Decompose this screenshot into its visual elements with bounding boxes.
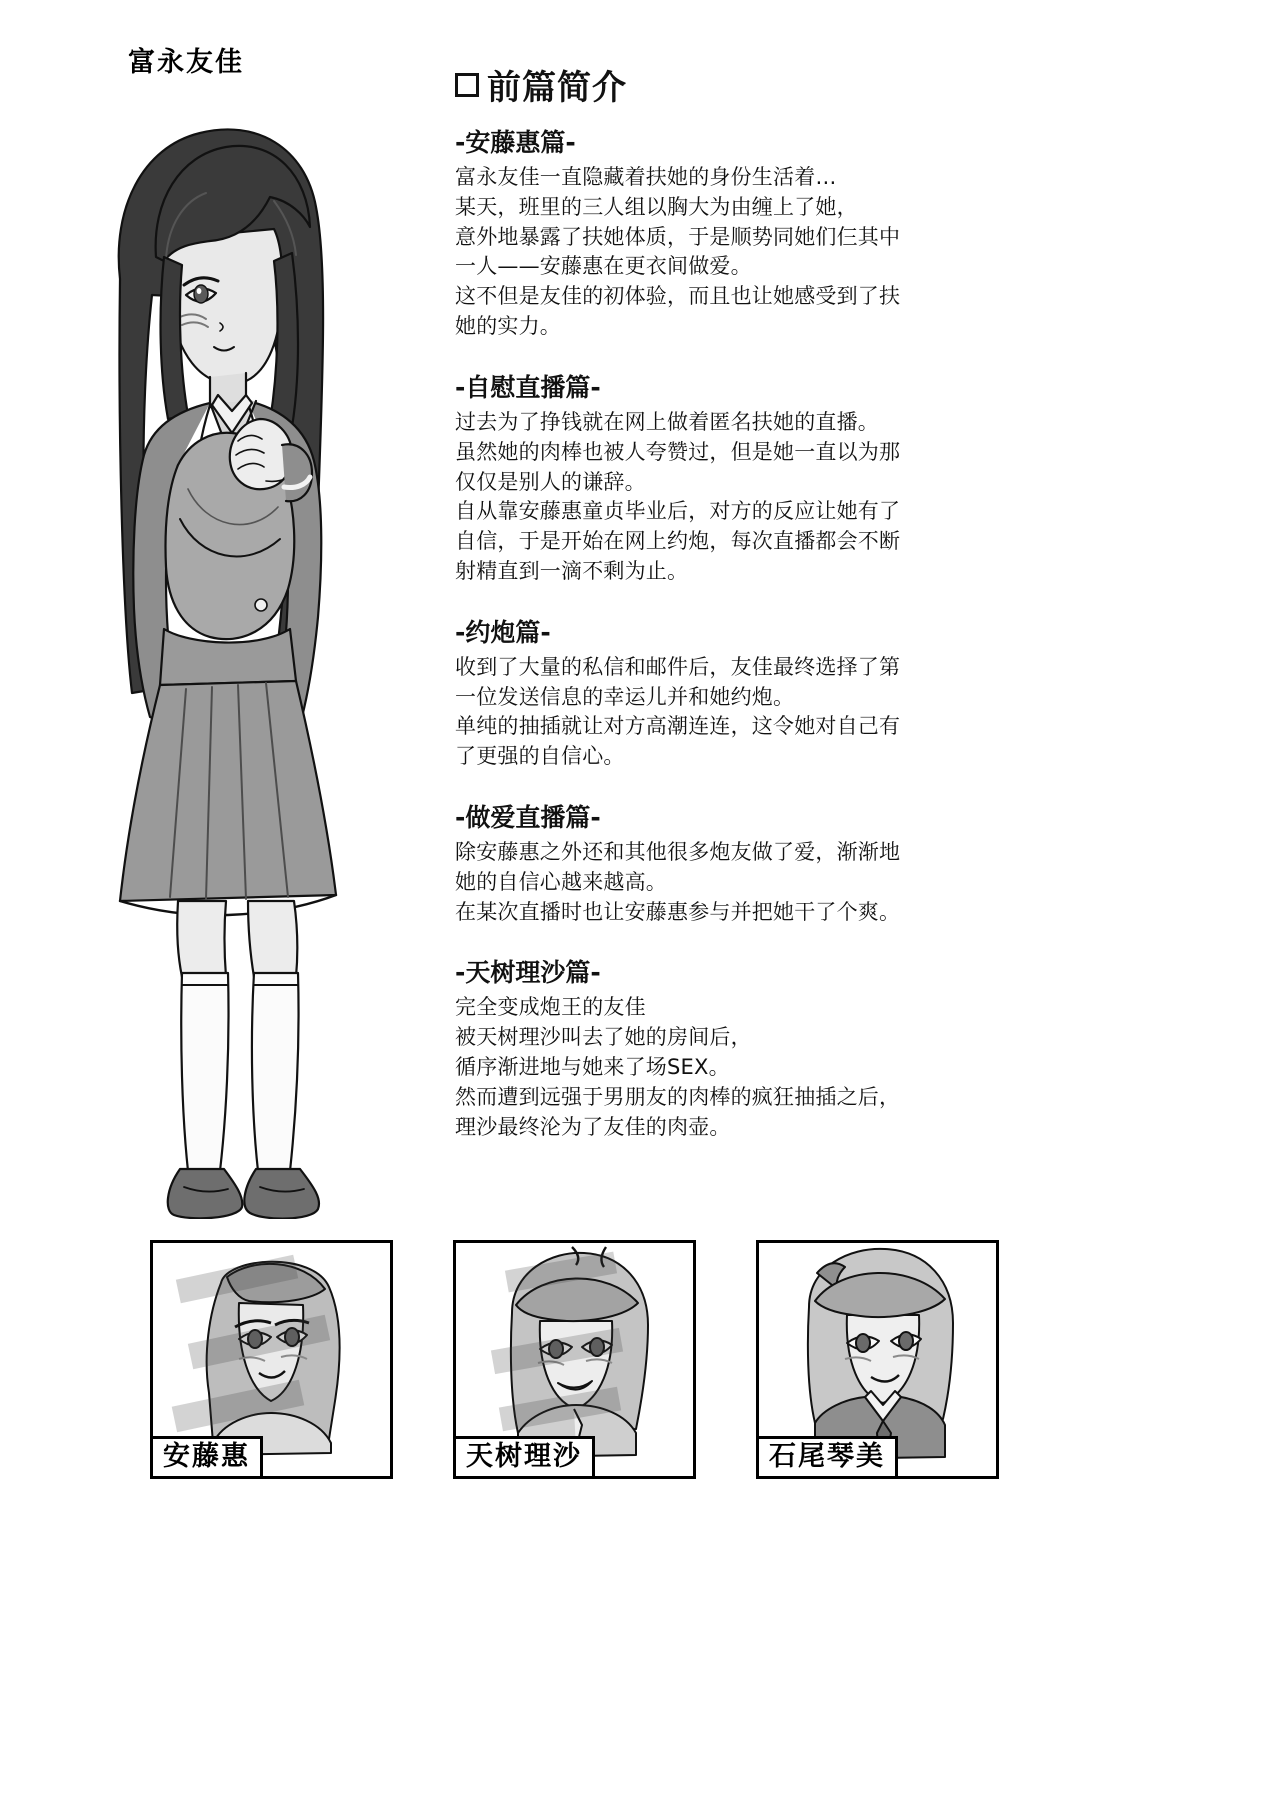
summary-line: 除安藤惠之外还和其他很多炮友做了爱，渐渐地 [455, 840, 901, 864]
summary-line: 在某次直播时也让安藤惠参与并把她干了个爽。 [455, 899, 901, 924]
summary-line: 虽然她的肉棒也被人夸赞过，但是她一直以为那 [455, 439, 901, 464]
thumbnail-label: 石尾琴美 [756, 1436, 898, 1479]
summary-line: 富永友佳一直隐藏着扶她的身份生活着… [455, 165, 837, 189]
square-glyph-icon [455, 73, 479, 97]
summary-line: 收到了大量的私信和邮件后，友佳最终选择了第 [455, 654, 901, 679]
thumbnail-label: 安藤惠 [150, 1436, 263, 1479]
summary-block-body [455, 653, 1055, 772]
summary-block [455, 953, 1055, 1142]
character-thumbnail [150, 1240, 393, 1479]
summary-block-title: -天树理沙篇- [455, 958, 601, 988]
character-illustration [60, 89, 390, 1219]
summary-line: 自从靠安藤惠童贞毕业后，对方的反应让她有了 [455, 499, 901, 524]
summary-line: 理沙最终沦为了友佳的肉壶。 [455, 1114, 731, 1139]
summary-line: 仅仅是别人的谦辞。 [455, 469, 646, 494]
summary-block-title: -自慰直播篇- [455, 372, 601, 402]
summary-line: 自信，于是开始在网上约炮，每次直播都会不断 [455, 529, 901, 554]
summary-line: 这不但是友佳的初体验，而且也让她感受到了扶 [455, 284, 901, 309]
summary-line: 被天树理沙叫去了她的房间后， [455, 1025, 752, 1050]
summary-block [455, 798, 1055, 927]
summary-line: 射精直到一滴不剩为止。 [455, 558, 689, 583]
page-title [455, 60, 1055, 109]
summary-line: 然而遭到远强于男朋友的肉棒的疯狂抽插之后， [455, 1084, 901, 1109]
summary-line: 单纯的抽插就让对方高潮连连，这令她对自己有 [455, 714, 901, 739]
page-title-text: 前篇简介 [487, 68, 627, 108]
summary-line: 一人——安藤惠在更衣间做爱。 [455, 254, 752, 279]
summary-block-title: -做爱直播篇- [455, 803, 601, 832]
summary-block [455, 613, 1055, 772]
summary-block [455, 368, 1055, 587]
summary-block-body [455, 163, 1055, 342]
character-thumbnail [453, 1240, 696, 1479]
character-thumbnail [756, 1240, 999, 1479]
summary-block-title: -安藤惠篇- [455, 128, 576, 157]
summary-line: 过去为了挣钱就在网上做着匿名扶她的直播。 [455, 409, 879, 434]
summary-block-title: -约炮篇- [455, 617, 551, 647]
character-name-heading: 富永友佳 [128, 47, 244, 78]
summary-line: 她的实力。 [455, 314, 561, 339]
summary-block-body [455, 408, 1055, 587]
summary-line: 她的自信心越来越高。 [455, 869, 667, 894]
summary-block-body [455, 838, 1055, 927]
thumbnail-label: 天树理沙 [453, 1436, 595, 1479]
summary-block-body [455, 993, 1055, 1142]
summary-line: 某天，班里的三人组以胸大为由缠上了她， [455, 194, 858, 219]
character-thumbnail-row [150, 1240, 1160, 1479]
summary-line: 完全变成炮王的友佳 [455, 995, 646, 1020]
summary-line: 循序渐进地与她来了场SEX。 [455, 1055, 730, 1080]
summary-line: 了更强的自信心。 [455, 744, 625, 769]
character-column [60, 40, 390, 1219]
summary-column [455, 60, 1055, 1169]
summary-block [455, 123, 1055, 342]
summary-line: 一位发送信息的幸运儿并和她约炮。 [455, 684, 795, 709]
summary-line: 意外地暴露了扶她体质，于是顺势同她们仨其中 [455, 224, 901, 249]
